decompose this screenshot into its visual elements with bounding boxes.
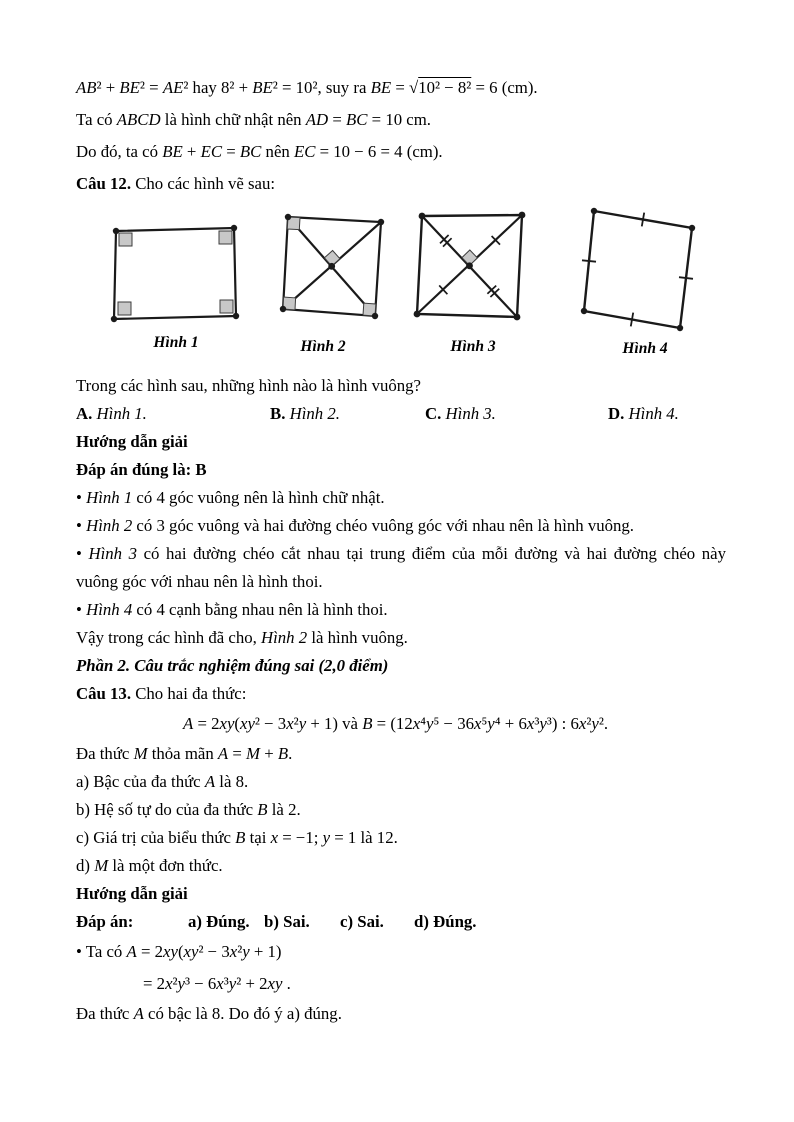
figure-caption: Hình 3 bbox=[450, 338, 496, 355]
rhombus-with-ticks-drawing bbox=[560, 204, 730, 334]
solution-bullet-2: • Hình 2 có 3 góc vuông và hai đường chéo vuông góc với nhau nên là hình vuông. bbox=[76, 516, 634, 535]
answer-c: c) Sai. bbox=[340, 912, 384, 931]
statement-a: a) Bậc của đa thức A là 8. bbox=[76, 772, 249, 791]
option-c: C. Hình 3. bbox=[425, 404, 496, 423]
figure-hinh-1 bbox=[106, 204, 246, 352]
answer-d: d) Đúng. bbox=[414, 912, 477, 931]
figure-caption: Hình 2 bbox=[300, 338, 346, 355]
part-2-heading: Phần 2. Câu trắc nghiệm đúng sai (2,0 điểm) bbox=[76, 656, 389, 675]
statement-d: d) M là một đơn thức. bbox=[76, 856, 223, 875]
figure-hinh-4 bbox=[560, 204, 730, 358]
right-angle-marks bbox=[118, 231, 233, 315]
question-12-heading: Câu 12. Cho các hình vẽ sau: bbox=[76, 174, 276, 193]
answer-a: a) Đúng. bbox=[188, 912, 250, 931]
answers-label: Đáp án: bbox=[76, 912, 134, 931]
statement-b: b) Hệ số tự do của đa thức B là 2. bbox=[76, 800, 301, 819]
solution-bullet-3: • Hình 3 có hai đường chéo cắt nhau tại trung điểm của mỗi đường và hai đường chéo này vuông góc với nhau nên là hình thoi. bbox=[76, 544, 726, 591]
solution-step-1: • Ta có A = 2xy(xy² − 3x²y + 1) bbox=[76, 942, 282, 961]
intro-line-1: AB² + BE² = AE² hay 8² + BE² = 10², suy ra BE = √10² − 8² = 6 (cm). bbox=[76, 78, 538, 97]
solution-step-3: Đa thức A có bậc là 8. Do đó ý a) đúng. bbox=[76, 1004, 342, 1023]
document-content bbox=[76, 72, 726, 1028]
square-with-diagonals-ticks-drawing bbox=[408, 204, 538, 336]
statement-c: c) Giá trị của biểu thức B tại x = −1; y = 1 là 12. bbox=[76, 828, 398, 847]
solution-step-2: = 2x²y³ − 6x³y² + 2xy . bbox=[143, 974, 291, 993]
solution-bullet-4: • Hình 4 có 4 cạnh bằng nhau nên là hình thoi. bbox=[76, 600, 388, 619]
true-false-answers-row bbox=[76, 908, 726, 936]
guide-heading-q12: Hướng dẫn giải bbox=[76, 432, 188, 451]
option-d: D. Hình 4. bbox=[608, 404, 679, 423]
m-definition-line: Đa thức M thỏa mãn A = M + B. bbox=[76, 744, 293, 763]
figure-caption: Hình 1 bbox=[153, 334, 199, 351]
option-b: B. Hình 2. bbox=[270, 404, 340, 423]
question-13-heading: Câu 13. Cho hai đa thức: bbox=[76, 684, 247, 703]
question-12-text: Trong các hình sau, những hình nào là hình vuông? bbox=[76, 376, 421, 395]
tick-marks bbox=[582, 213, 693, 327]
correct-answer-line: Đáp án đúng là: B bbox=[76, 460, 207, 479]
rectangle-drawing bbox=[106, 204, 246, 324]
figure-hinh-3 bbox=[408, 204, 538, 356]
intro-line-3: Do đó, ta có BE + EC = BC nên EC = 10 − 6 = 4 (cm). bbox=[76, 142, 443, 161]
square-with-diagonals-drawing bbox=[258, 204, 388, 336]
figures-row bbox=[76, 204, 726, 370]
figure-caption: Hình 4 bbox=[622, 340, 668, 357]
option-a: A. Hình 1. bbox=[76, 404, 147, 423]
figure-hinh-2 bbox=[258, 204, 388, 356]
solution-conclusion: Vậy trong các hình đã cho, Hình 2 là hình vuông. bbox=[76, 628, 408, 647]
answer-options-row bbox=[76, 400, 726, 428]
polynomials-formula: A = 2xy(xy² − 3x²y + 1) và B = (12x⁴y⁵ − 36x⁵y⁴ + 6x³y³) : 6x²y². bbox=[183, 714, 609, 733]
solution-bullet-1: • Hình 1 có 4 góc vuông nên là hình chữ nhật. bbox=[76, 488, 385, 507]
intro-line-2: Ta có ABCD là hình chữ nhật nên AD = BC = 10 cm. bbox=[76, 110, 431, 129]
guide-heading-q13: Hướng dẫn giải bbox=[76, 884, 188, 903]
answer-b: b) Sai. bbox=[264, 912, 310, 931]
